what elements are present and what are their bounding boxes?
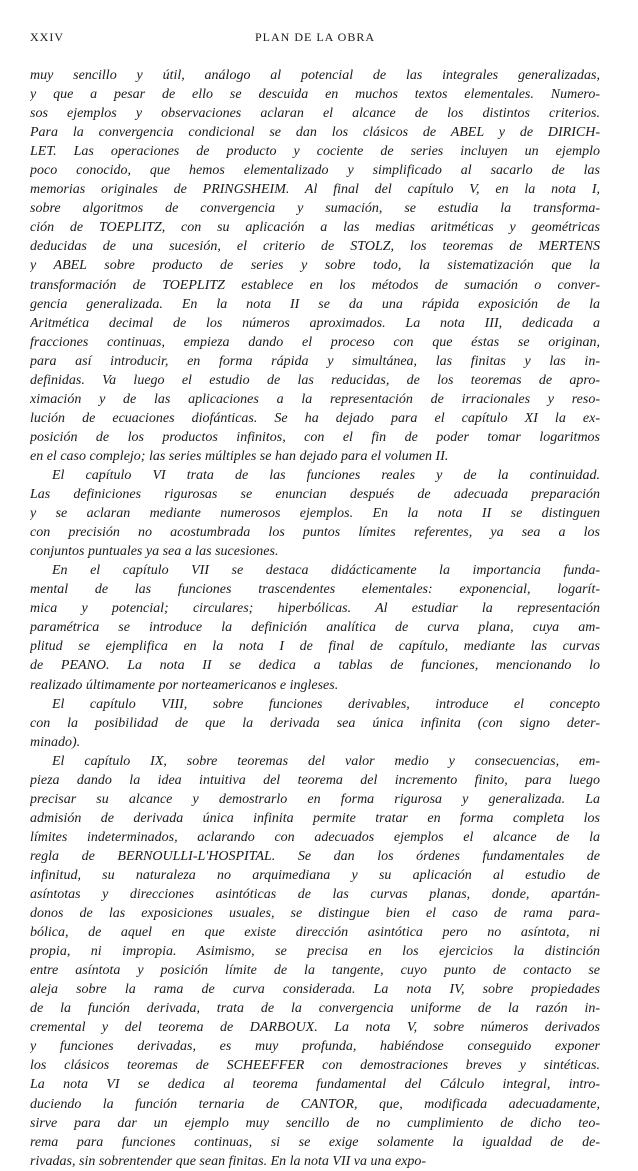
text-line: de la función derivada, trata de la convergencia uniforme de la razón in- bbox=[30, 1001, 600, 1017]
text-line: y ABEL sobre producto de series y sobre todo, la sistematización que la bbox=[30, 258, 600, 274]
text-line: pieza dando la idea intuitiva del teorema del incremento finito, para luego bbox=[30, 772, 600, 788]
paragraph bbox=[30, 695, 600, 752]
text-line: admisión de derivada única infinita permite tratar en forma completa los bbox=[30, 810, 600, 826]
text-line: posición de los productos infinitos, con el fin de poder tomar logaritmos bbox=[30, 429, 600, 445]
text-line: sobre algoritmos de convergencia y sumación, se estudia la transforma- bbox=[30, 201, 600, 217]
text-line: en el caso complejo; las series múltiples se han dejado para el volumen II. bbox=[30, 448, 449, 464]
page-number: XXIV bbox=[30, 30, 64, 44]
text-line: regla de BERNOULLI-L'HOSPITAL. Se dan los órdenes fundamentales de bbox=[30, 848, 600, 864]
text-line: límites indeterminados, aclarando con adecuados ejemplos el alcance de la bbox=[30, 829, 600, 845]
text-line: infinitud, su naturaleza no arquimediana y su aplicación al estudio de bbox=[30, 867, 600, 883]
text-line: Para la convergencia condicional se dan los clásicos de ABEL y de DIRICH- bbox=[30, 125, 600, 141]
paragraph bbox=[30, 561, 600, 694]
text-line: plitud se ejemplifica en la nota I de final de capítulo, mediante las curvas bbox=[30, 639, 600, 655]
text-line: gencia generalizada. En la nota II se da una rápida exposición de la bbox=[30, 296, 600, 312]
text-line: ximación y de las aplicaciones a la representación de irracionales y reso- bbox=[30, 391, 600, 407]
running-head bbox=[30, 30, 600, 50]
text-line: entre asíntota y posición límite de la tangente, cuyo punto de contacto se bbox=[30, 963, 600, 979]
text-line: propia, ni impropia. Asimismo, se precisa en los ejercicios la distinción bbox=[30, 944, 600, 960]
text-line: y se aclaran mediante numerosos ejemplos. En la nota II se distinguen bbox=[30, 506, 600, 522]
text-line: conjuntos puntuales ya sea a las sucesiones. bbox=[30, 544, 279, 560]
text-line: duciendo la función ternaria de CANTOR, que, modificada adecuadamente, bbox=[30, 1096, 600, 1112]
text-line: los clásicos teoremas de SCHEEFFER con demostraciones breves y sintéticas. bbox=[30, 1058, 600, 1074]
text-line: Aritmética decimal de los números aproximados. La nota III, dedicada a bbox=[30, 315, 600, 331]
text-line: rivadas, sin sobrentender que sean finitas. En la nota VII va una expo- bbox=[30, 1153, 427, 1169]
text-line: con la posibilidad de que la derivada sea única infinita (con signo deter- bbox=[30, 715, 600, 731]
text-line: La nota VI se dedica al teorema fundamental del Cálculo integral, intro- bbox=[30, 1077, 600, 1093]
text-line: realizado últimamente por norteamericanos e ingleses. bbox=[30, 677, 339, 693]
text-line: sos ejemplos y observaciones aclaran el alcance de los distintos criterios. bbox=[30, 106, 600, 122]
text-line: rema para funciones continuas, si se exige solamente la igualdad de de- bbox=[30, 1134, 600, 1150]
text-line: lución de ecuaciones diofánticas. Se ha dejado para el capítulo XI la ex- bbox=[30, 410, 600, 426]
text-line: y que a pesar de ello se descuida en muchos textos elementales. Numero- bbox=[30, 87, 600, 103]
text-line: mental de las funciones trascendentes elementales: exponencial, logarít- bbox=[30, 582, 600, 598]
text-line: aleja sobre la rama de curva considerada. La nota IV, sobre propiedades bbox=[30, 982, 600, 998]
text-line: El capítulo VI trata de las funciones reales y de la continuidad. bbox=[52, 467, 600, 483]
text-line: asíntotas y direcciones asintóticas de las curvas planas, donde, apartán- bbox=[30, 887, 600, 903]
text-line: y funciones derivadas, es muy profunda, habiéndose conseguido exponer bbox=[30, 1039, 600, 1055]
text-line: muy sencillo y útil, análogo al potencial de las integrales generalizadas, bbox=[30, 68, 600, 83]
text-line: mica y potencial; circulares; hiperbólicas. Al estudiar la representación bbox=[30, 601, 600, 617]
book-page bbox=[30, 30, 600, 1171]
text-line: cremental y del teorema de DARBOUX. La nota V, sobre números derivados bbox=[30, 1020, 600, 1036]
text-line: sirve para dar un ejemplo muy sencillo de no cumplimiento de dicho teo- bbox=[30, 1115, 600, 1131]
text-line: definidas. Va luego el estudio de las reducidas, de los teoremas de apro- bbox=[30, 372, 600, 388]
body-text bbox=[30, 66, 600, 1171]
text-line: de PEANO. La nota II se dedica a tablas de funciones, mencionando lo bbox=[30, 658, 600, 674]
text-line: fracciones continuas, empieza dando el proceso con que éstas se originan, bbox=[30, 334, 600, 350]
text-line: precisar su alcance y demostrarlo en forma rigurosa y generalizada. La bbox=[30, 791, 600, 807]
paragraph bbox=[30, 752, 600, 1171]
text-line: poco conocido, que hemos elementalizado y simplificado al sacarlo de las bbox=[30, 163, 600, 179]
text-line: donos de las exposiciones usuales, se distingue bien el caso de rama para- bbox=[30, 906, 600, 922]
text-line: paramétrica se introduce la definición analítica de curva plana, cuya am- bbox=[30, 620, 600, 636]
paragraph bbox=[30, 66, 600, 466]
text-line: para así introducir, en forma rápida y simultánea, las finitas y las in- bbox=[30, 353, 600, 369]
text-line: Las definiciones rigurosas se enuncian después de adecuada preparación bbox=[30, 487, 600, 503]
paragraph bbox=[30, 466, 600, 561]
running-title: PLAN DE LA OBRA bbox=[254, 30, 375, 44]
text-line: El capítulo IX, sobre teoremas del valor medio y consecuencias, em- bbox=[52, 753, 600, 769]
text-line: En el capítulo VII se destaca didácticamente la importancia funda- bbox=[52, 563, 600, 579]
text-line: transformación de TOEPLITZ establece en los métodos de sumación o conver- bbox=[30, 277, 600, 293]
text-line: deducidas de una sucesión, el criterio de STOLZ, los teoremas de MERTENS bbox=[30, 239, 600, 255]
text-line: LET. Las operaciones de producto y cociente de series incluyen un ejemplo bbox=[30, 144, 600, 160]
text-line: minado). bbox=[30, 734, 81, 750]
text-line: bólica, de aquel en que existe dirección asintótica pero no asíntota, ni bbox=[30, 925, 600, 941]
text-line: ción de TOEPLITZ, con su aplicación a las medias aritméticas y geométricas bbox=[30, 220, 600, 236]
text-line: memorias originales de PRINGSHEIM. Al final del capítulo V, en la nota I, bbox=[30, 182, 600, 198]
text-line: El capítulo VIII, sobre funciones derivables, introduce el concepto bbox=[52, 696, 600, 712]
text-line: con precisión no acostumbrada los puntos límites referentes, ya sea a los bbox=[30, 525, 600, 541]
